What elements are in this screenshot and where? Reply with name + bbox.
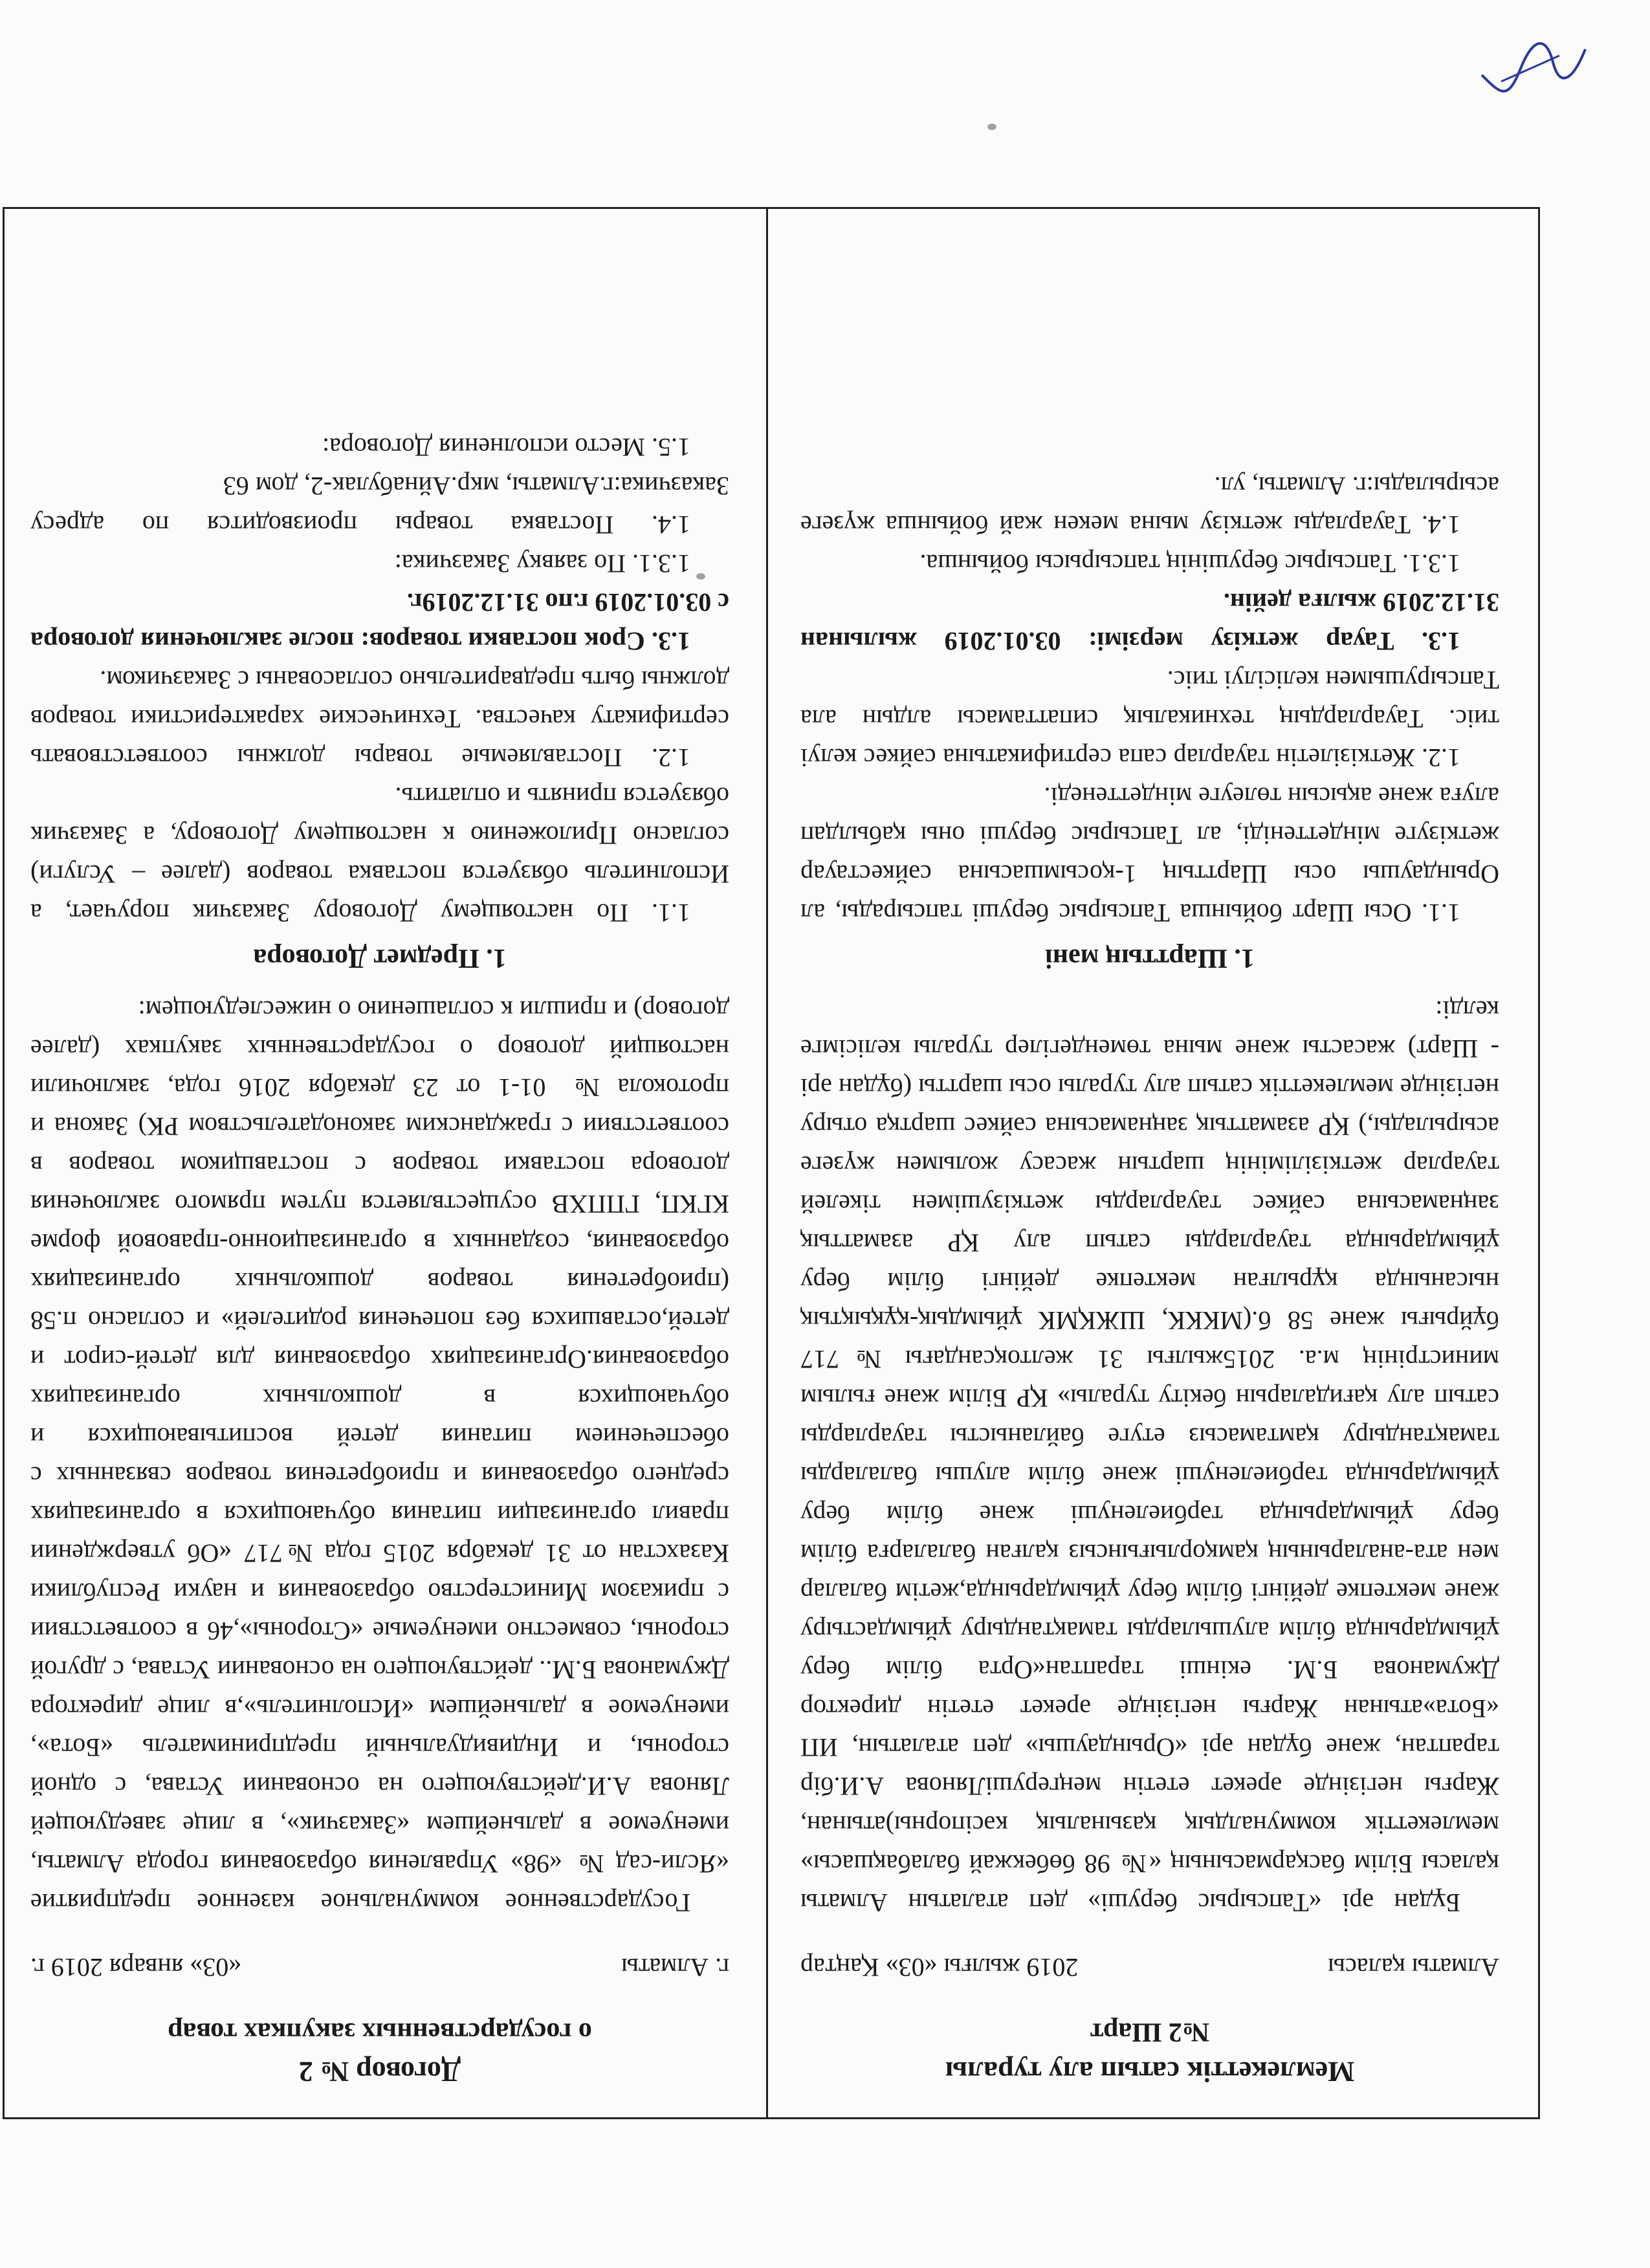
scan-speck — [987, 124, 996, 130]
kz-title: Мемлекеттік сатып алу туралы — [945, 2056, 1355, 2088]
kz-clause-1-2: 1.2. Жеткізілетін тауарлар сапа сертификатына сәйкес келуі тиіс. Тауарлардың техникалық сипаттамасы алдын ала Тапсырушымен келісілуі тиіс. — [800, 666, 1499, 772]
kz-subtitle: №2 Шарт — [1090, 2017, 1210, 2047]
kz-dateline — [800, 1948, 1499, 1987]
ru-clause-1-3-1: 1.3.1. По заявку Заказчика: — [394, 549, 690, 578]
ru-intro: Государственное коммунальное казенное предприятие «Ясли-сад № «98» Управления образования города Алматы, именуемое в дальнейшем «Заказчик», в лице заведующей Лянова А.И.действующего на основании Устава, с одной стороны, и Индивидуальный предприниматель «Бота», именуемое в дальнейшем «Исполнитель»,в лице директора Джуманова Б.М.. действующего на основании Устава, с другой стороны, совместно именуемые «Стороны»,46 в соответствии с приказом Министерство образования и науки Республики Казахстан от 31 декабря 2015 года №717 «Об утверждении правил организации питания обучающихся в организациях среднего образования и приобретения товаров связанных с обеспечением питания детей воспитывающихся и обучающихся в дошкольных организациях образования.Организациях образования для детей-сирот и детей,оставшихся без попечения родителей» и согласно п.58 (приобретения товаров дошкольных организациях образования, созданных в организационно-правовой форме КГКП, ГППХВ осуществляется путем прямого заключения договора поставки товаров с поставщиком товаров в соответствии с гражданским законодательством РК) Закона и протокола № 01-1 от 23 декабря 2016 года, заключили настоящий договор о государственных закупках (далее договор) и пришли к соглашению о нижеследующем: — [30, 996, 729, 1917]
ru-title: Договор № 2 — [298, 2056, 461, 2088]
ru-date: «03» января 2019 г. — [30, 1953, 242, 1982]
scan-speck — [696, 573, 705, 580]
kazakh-column — [800, 466, 1499, 2091]
ru-clause-1-3: 1.3. Срок поставки товаров: после заключения договора с 03.01.2019 г.по 31.12.2019г. — [30, 588, 729, 656]
kz-clause-1-1: 1.1. Осы Шарт бойынша Тапсырыс беруші тапсырады, ал Орындаушы осы Шарттың 1-қосымшасына сәйкестауар жеткізуге міндеттеніді, ал Тапсырыс беруші оны қабылдап алуға және ақысын төлеуге міндеттенеді. — [800, 782, 1499, 928]
ru-clause-1-4: 1.4. Поставка товары производится по адресу Заказчика:г.Алматы, мкр.Айнабулак-2, дом 63 — [30, 472, 729, 540]
kz-clause-1-3-1: 1.3.1. Тапсырыс берушінің тапсырысы бойынша. — [919, 549, 1460, 578]
ru-subtitle: о государственных закупках товар — [168, 2017, 592, 2047]
russian-column — [30, 428, 729, 2091]
handwritten-signature — [1469, 30, 1598, 107]
kz-city: Алматы қаласы — [1328, 1953, 1499, 1982]
contract-table — [3, 207, 1540, 2119]
kz-clause-1-3: 1.3. Тауар жеткізу мерзімі: 03.01.2019 жылынан 31.12.2019 жылға дейін. — [800, 588, 1499, 656]
ru-clause-1-2: 1.2. Поставляемые товары должны соответствовать сертификату качества. Технические характеристики товаров должны быть предварительно согласованы с Заказчиком. — [30, 666, 729, 772]
kz-section-1: 1. Шарттың мәні — [1045, 943, 1255, 973]
kz-date: 2019 жылғы «03» Қаңтар — [800, 1953, 1079, 1982]
column-divider — [766, 209, 768, 2117]
ru-section-1: 1. Предмет Договора — [253, 943, 507, 973]
ru-dateline — [30, 1948, 729, 1987]
ru-clause-1-5: 1.5. Место исполнения Договора: — [322, 433, 690, 462]
kz-clause-1-4: 1.4. Тауарлады жеткізу мына мекен жай бойынша жүзеге асырылады:г. Алматы, ул. — [800, 472, 1499, 540]
ru-clause-1-1: 1.1. По настоящему Договору Заказчик поручает, а Исполнитель обязуется поставка товаров (далее – Услуги) согласно Приложению к настоящему Договору, а Заказчик обязуется принять и оплатить. — [30, 782, 729, 928]
ru-city: г. Алматы — [621, 1953, 729, 1982]
kz-intro: Бұдан әрі «Тапсырыс беруші» деп аталатын Алматы қаласы Білім басқармасының «№ 98 бөбекжай балабақшасы» мемлекеттік коммуналдық қазыналық кәсіпорны)атынан, Жарғы негізінде әрекет ететін меңгерушіЛянова А.И.бір тараптан, және бұдан әрі «Орындаушы» деп аталатын, ИП «Бота»атынан Жарғы негізінде әрекет ететін директор Джуманова Б.М. екінші тараптан«Орта білім беру ұйымдарында білім алушыларды тамақтандыру ұйымдастыру және мектепке дейінгі білім беру ұйымдарында,жетім балалар мен ата-аналарының қамқорлығынсыз қалған балаларға білім беру ұйымдарында тәрбиеленуші және білім беру ұйымдарында тәрбиеленуші және білім алушы балаларды тамақтандыру қамтамасыз етуге байланысты тауарларды сатып алу қағидаларын бекіту туралы» ҚР Білім және ғылым министрінің м.а. 2015жылғы 31 желтоқсандағы №717 бұйрығы және 58 б.(МККК, ШЖҚМК ұйымдық-құқықтық нысанында құрылған мектепке дейінгі білім беру ұйымдарында тауарларды сатып алу ҚР азаматтық заңнамасына сәйкес тауарларды жеткізушімен тікелей тауарлар жеткізілімінің шартын жасасу жолымен жүзеге асырылады,) ҚР азаматтық заңнамасына сәйкес шартқа отыру негізінде мемлекеттік сатып алу туралы осы шартты (бұдан әрі - Шарт) жасасты және мына төмендегілер туралы келісімге келді: — [800, 996, 1499, 1917]
